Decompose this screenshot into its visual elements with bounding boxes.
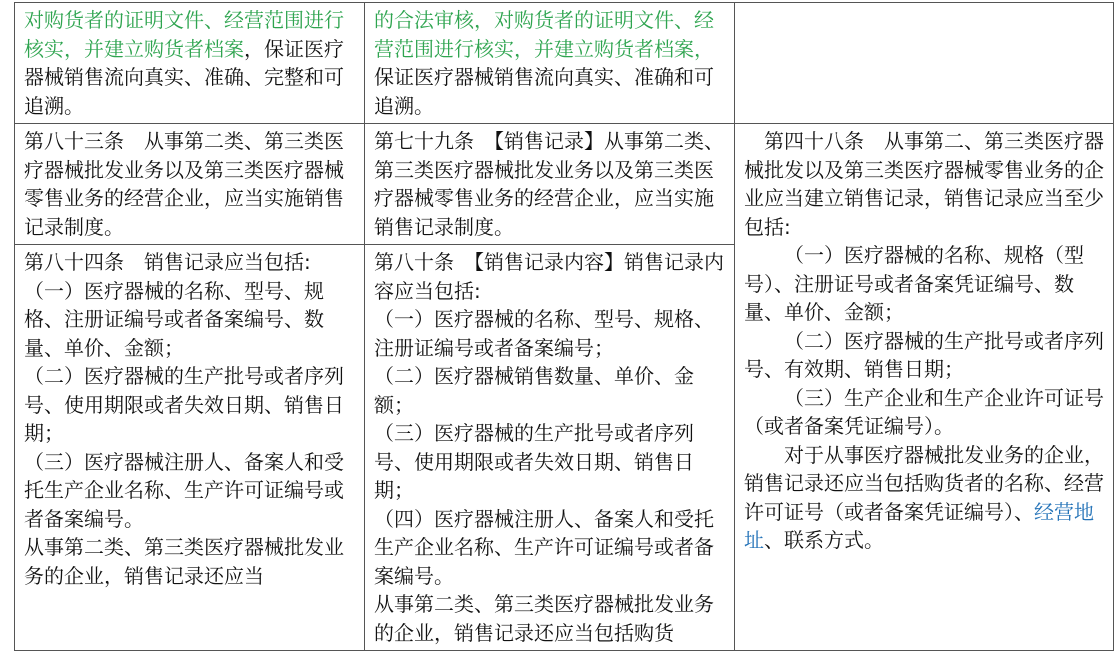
article-48-wholesale-end: 、联系方式。 bbox=[764, 528, 884, 552]
row1-col1-highlight: 对购货者的证明文件、经营范围进行核实，并建立购货者档案 bbox=[24, 8, 344, 61]
row1-col1-text: ，保证医疗器械销售流向真实、准确、完整和可追溯。 bbox=[24, 36, 344, 118]
row3-col2-cell bbox=[365, 245, 735, 651]
row2-col2-cell bbox=[365, 124, 735, 245]
article-84-item-3: （三）医疗器械注册人、备案人和受托生产企业名称、生产许可证编号或者备案编号。 bbox=[24, 449, 344, 531]
row1-col2-cell bbox=[365, 3, 735, 124]
article-48-item-3: （三）生产企业和生产企业许可证号（或者备案凭证编号）。 bbox=[744, 385, 1104, 438]
table-row bbox=[15, 124, 1114, 245]
article-48-wholesale-text: 对于从事医疗器械批发业务的企业，销售记录还应当包括购货者的名称、经营许可证号（或者备案凭证编号）、 bbox=[744, 442, 1104, 524]
article-80-wholesale-paragraph: 从事第二类、第三类医疗器械批发业务的企业，销售记录还应当包括购货 bbox=[374, 592, 714, 645]
article-48-heading: 第四十八条 从事第二、第三类医疗器械批发以及第三类医疗器械零售业务的企业应当建立销售记录，销售记录应当至少包括: bbox=[744, 129, 1104, 239]
row2-col3-cell bbox=[735, 124, 1114, 651]
article-48-item-2: （二）医疗器械的生产批号或者序列号、有效期、销售日期； bbox=[744, 328, 1104, 381]
row1-col2-highlight: 的合法审核，对购货者的证明文件、经营范围进行核实，并建立购货者档案， bbox=[374, 8, 714, 61]
article-80-item-4: （四）医疗器械注册人、备案人和受托生产企业名称、生产许可证编号或者备案编号。 bbox=[374, 506, 714, 588]
article-48-wholesale-paragraph bbox=[744, 441, 1109, 555]
article-48-item-1: （一）医疗器械的名称、规格（型号）、注册证号或者备案凭证编号、数量、单价、金额； bbox=[744, 243, 1084, 324]
regulation-comparison-table bbox=[14, 2, 1114, 651]
article-80-item-3: （三）医疗器械的生产批号或者序列号、使用期限或者失效日期、销售日期； bbox=[374, 421, 694, 502]
table-row bbox=[15, 3, 1114, 124]
business-address-highlight: 经营地址 bbox=[744, 499, 1094, 552]
article-84-item-2: （二）医疗器械的生产批号或者序列号、使用期限或者失效日期、销售日期； bbox=[24, 364, 344, 445]
row2-col2-text: 第七十九条 【销售记录】从事第二类、第三类医疗器械批发业务以及第三类医疗器械零售业务的经营企业，应当实施销售记录制度。 bbox=[374, 129, 724, 239]
article-84-item-1: （一）医疗器械的名称、型号、规格、注册证编号或者备案编号、数量、单价、金额； bbox=[24, 278, 324, 360]
row3-col1-cell bbox=[15, 245, 365, 651]
row2-col1-text: 第八十三条 从事第二类、第三类医疗器械批发业务以及第三类医疗器械零售业务的经营企业，应当实施销售记录制度。 bbox=[24, 129, 344, 239]
row1-col2-text: 保证医疗器械销售流向真实、准确和可追溯。 bbox=[374, 65, 714, 118]
article-80-heading: 第八十条 【销售记录内容】销售记录内容应当包括: bbox=[374, 250, 724, 303]
row1-col3-cell bbox=[735, 3, 1114, 124]
article-80-item-2: （二）医疗器械销售数量、单价、金额； bbox=[374, 364, 694, 417]
article-80-item-1: （一）医疗器械的名称、型号、规格、注册证编号或者备案编号； bbox=[374, 307, 714, 360]
article-84-heading: 第八十四条 销售记录应当包括: bbox=[24, 250, 311, 274]
article-84-wholesale-paragraph: 从事第二类、第三类医疗器械批发业务的企业，销售记录还应当 bbox=[24, 535, 344, 588]
row2-col1-cell bbox=[15, 124, 365, 245]
row1-col1-cell bbox=[15, 3, 365, 124]
